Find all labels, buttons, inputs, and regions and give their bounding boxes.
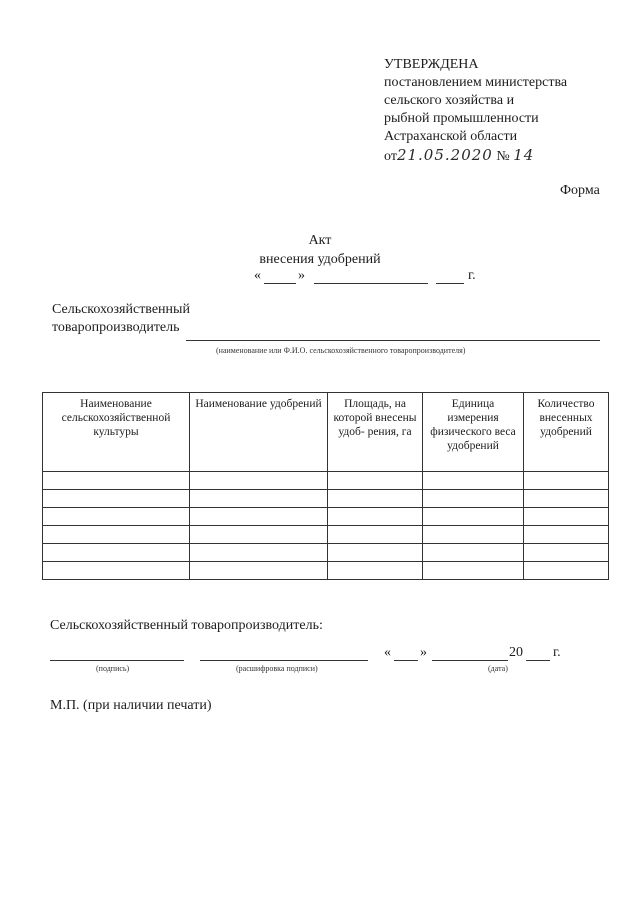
table-cell: [524, 562, 609, 580]
table-cell: [328, 508, 423, 526]
title-quote-open: «: [254, 268, 261, 283]
approval-number-value: 14: [513, 146, 535, 164]
date-year-suffix: г.: [553, 645, 561, 660]
approval-line: рыбной промышленности: [384, 111, 539, 126]
table-cell: [328, 544, 423, 562]
table-cell: [423, 544, 524, 562]
table-cell: [328, 490, 423, 508]
title-day-line: [264, 283, 296, 284]
header-crop: Наименование сельскохозяйственной культуры: [43, 393, 190, 472]
approval-date-line: [384, 146, 567, 166]
table-cell: [190, 526, 328, 544]
signature-caption: (подпись): [96, 664, 130, 673]
table-header-row: [43, 393, 609, 472]
header-fertilizer: Наименование удобрений: [190, 393, 328, 472]
form-label: Форма: [560, 183, 600, 198]
title-year-line: [436, 283, 464, 284]
table-cell: [423, 508, 524, 526]
table-cell: [423, 490, 524, 508]
signature-line: [50, 660, 184, 661]
approval-line: постановлением министерства: [384, 75, 568, 90]
table-cell: [524, 526, 609, 544]
table-row: [43, 544, 609, 562]
doc-subtitle: внесения удобрений: [259, 252, 381, 267]
table-cell: [43, 508, 190, 526]
signature-decoding-line: [200, 660, 368, 661]
table-cell: [190, 472, 328, 490]
approval-number-sign: №: [496, 149, 510, 164]
date-quote-close: »: [420, 645, 427, 660]
approval-date-value: 21.05.2020: [396, 146, 493, 164]
table-cell: [190, 490, 328, 508]
table-cell: [190, 544, 328, 562]
date-year-prefix: 20: [509, 645, 523, 660]
producer-label-line2: товаропроизводитель: [52, 320, 180, 335]
table-cell: [423, 472, 524, 490]
table-row: [43, 472, 609, 490]
table-cell: [43, 526, 190, 544]
table-cell: [328, 472, 423, 490]
date-caption: (дата): [488, 664, 508, 673]
signature-decoding-caption: (расшифровка подписи): [236, 664, 318, 673]
table-cell: [190, 562, 328, 580]
table-cell: [423, 562, 524, 580]
table-row: [43, 526, 609, 544]
table-cell: [524, 490, 609, 508]
signature-label: Сельскохозяйственный товаропроизводитель:: [50, 618, 323, 633]
table-cell: [43, 472, 190, 490]
header-quantity: Количество внесенных удобрений: [524, 393, 609, 472]
date-year-line: [526, 660, 550, 661]
fertilizer-table: [42, 392, 609, 580]
doc-title: Акт: [308, 233, 332, 248]
table-cell: [43, 490, 190, 508]
header-area: Площадь, на которой внесены удоб- рения, га: [328, 393, 423, 472]
title-month-line: [314, 283, 428, 284]
table-cell: [524, 508, 609, 526]
approval-heading: УТВЕРЖДЕНА: [384, 57, 479, 72]
date-day-line: [394, 660, 418, 661]
approval-line: Астраханской области: [384, 129, 518, 144]
table-cell: [524, 472, 609, 490]
title-year-suffix: г.: [468, 268, 476, 283]
approval-block: [384, 56, 567, 166]
producer-name-line: [186, 340, 600, 341]
title-quote-close: »: [298, 268, 305, 283]
table-cell: [328, 526, 423, 544]
table-row: [43, 562, 609, 580]
date-month-line: [432, 660, 508, 661]
table-row: [43, 508, 609, 526]
table-cell: [423, 526, 524, 544]
header-unit: Единица измерения физического веса удобрений: [423, 393, 524, 472]
table-cell: [524, 544, 609, 562]
table-cell: [190, 508, 328, 526]
table-cell: [328, 562, 423, 580]
table-cell: [43, 544, 190, 562]
approval-line: сельского хозяйства и: [384, 93, 515, 108]
table-cell: [43, 562, 190, 580]
producer-caption: (наименование или Ф.И.О. сельскохозяйственного товаропроизводителя): [216, 346, 466, 355]
producer-label-line1: Сельскохозяйственный: [52, 302, 190, 317]
approval-date-prefix: от: [384, 149, 397, 164]
date-quote-open: «: [384, 645, 391, 660]
table-row: [43, 490, 609, 508]
stamp-note: М.П. (при наличии печати): [50, 698, 212, 713]
